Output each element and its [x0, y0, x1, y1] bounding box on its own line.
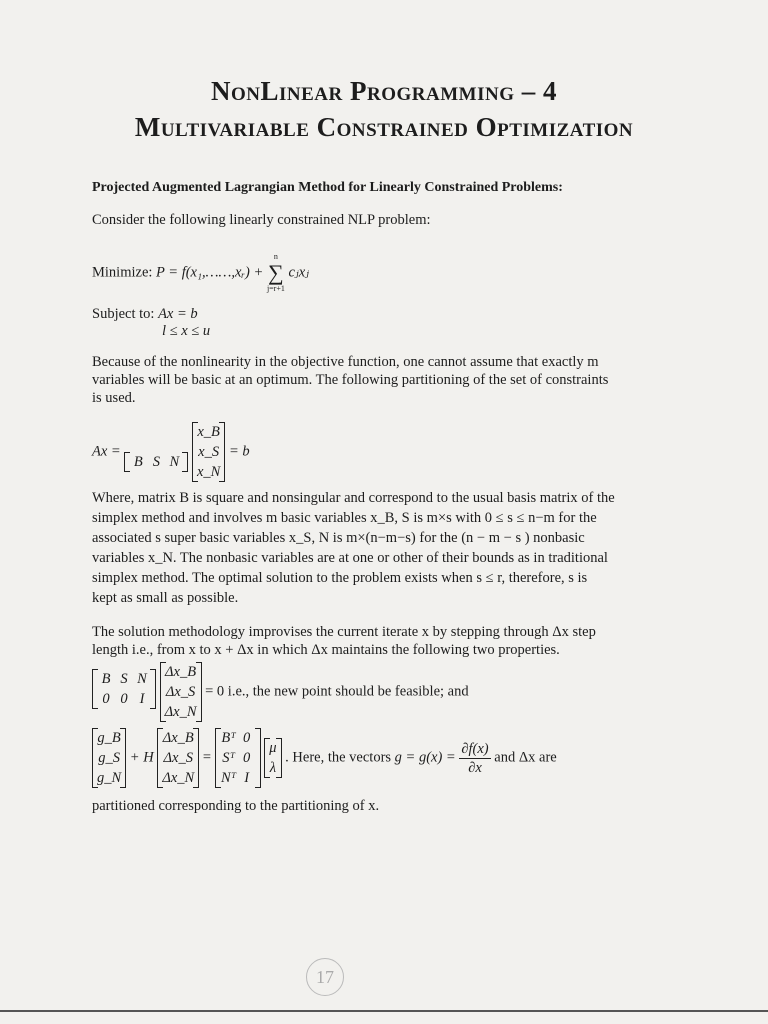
objective-equation	[92, 252, 309, 294]
objective-term: cⱼxⱼ	[288, 264, 310, 281]
optimality-equation: g_B g_S g_N + H Δx_B Δx_S Δx_N = Bᵀ 0 Sᵀ 0 Nᵀ I μ λ . Here, the vectors g = g(x) = $\frac{\partial f(x)}{\partial x}$ and Δx are	[92, 728, 557, 788]
para3-line2: length i.e., from x to x + Δx in which Δx maintains the following two properties.	[92, 642, 560, 658]
para2-line3: associated s super basic variables x_S, N is m×(n−m−s) for the (n − m − s ) nonbasic	[92, 530, 585, 546]
partition-equation: Ax = B S N x_B x_S x_N = b	[92, 424, 250, 480]
final-line: partitioned corresponding to the partitioning of x.	[92, 798, 380, 814]
para2-line4: variables x_N. The nonbasic variables are at one or other of their bounds as in traditional	[92, 550, 608, 566]
summation-symbol: n ∑ j=r+1	[266, 252, 285, 293]
gradient-fraction: $\frac{\partial f(x)}{\partial x}$	[461, 740, 489, 776]
bounds-constraint: l ≤ x ≤ u	[162, 323, 211, 339]
para2-line2: simplex method and involves m basic variables x_B, S is m×s with 0 ≤ s ≤ n−m for the	[92, 510, 597, 526]
partition-matrix-bsn: B S N	[124, 452, 188, 472]
bottom-rule	[0, 1010, 768, 1012]
para1-line1: Because of the nonlinearity in the objective function, one cannot assume that exactly m	[92, 354, 599, 370]
multiplier-vector: μ λ	[264, 738, 281, 778]
title-line-2: Multivariable Constrained Optimization	[134, 112, 634, 142]
feasibility-delta-x: Δx_B Δx_S Δx_N	[160, 662, 202, 722]
para1-line3: is used.	[92, 390, 136, 406]
para2-line6: kept as small as possible.	[92, 590, 239, 606]
objective-lhs: P =	[156, 264, 182, 281]
para3-line1: The solution methodology improvises the current iterate x by stepping through Δx step	[92, 624, 596, 640]
transpose-matrix: Bᵀ 0 Sᵀ 0 Nᵀ I	[215, 728, 261, 788]
section-heading: Projected Augmented Lagrangian Method for Linearly Constrained Problems:	[92, 180, 563, 195]
objective-label: Minimize:	[92, 264, 153, 281]
title-line-1: NonLinear Programming – 4	[211, 76, 557, 106]
feasibility-equation: B S N 0 0 I Δx_B Δx_S Δx_N = 0 i.e., the new point should be feasible; and	[92, 662, 469, 722]
gradient-vector: g_B g_S g_N	[92, 728, 126, 788]
para2-line5: simplex method. The optimal solution to the problem exists when s ≤ r, therefore, s is	[92, 570, 588, 586]
para1-line2: variables will be basic at an optimum. The following partitioning of the set of constraints	[92, 372, 609, 388]
objective-fx: f(x₁,……,xᵣ) +	[181, 264, 264, 281]
page-number: 17	[306, 958, 344, 996]
subject-to-line: Subject to: Ax = b	[92, 306, 198, 322]
partition-vector-x: x_B x_S x_N	[192, 422, 225, 482]
intro-line: Consider the following linearly constrained NLP problem:	[92, 212, 431, 228]
para2-line1: Where, matrix B is square and nonsingular and correspond to the usual basis matrix of the	[92, 490, 615, 506]
feasibility-matrix: B S N 0 0 I	[92, 669, 156, 709]
delta-x-vector: Δx_B Δx_S Δx_N	[157, 728, 199, 788]
